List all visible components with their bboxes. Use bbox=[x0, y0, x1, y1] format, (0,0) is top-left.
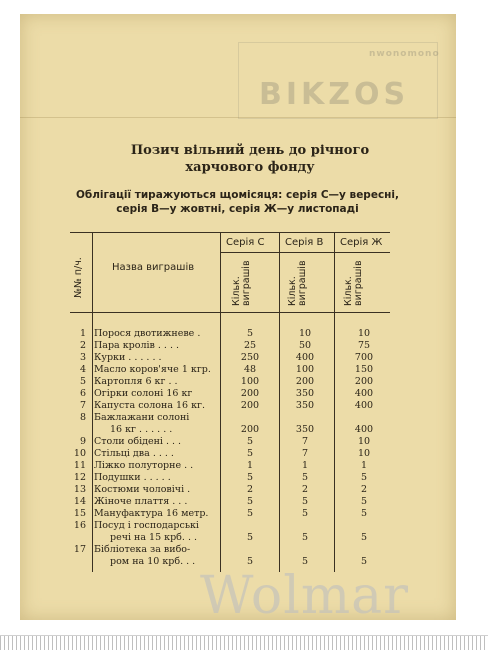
row-number: 3 bbox=[79, 352, 86, 363]
series-zh-value: 5 bbox=[360, 556, 368, 567]
series-b-value: 5 bbox=[301, 496, 309, 507]
row-number: 17 bbox=[73, 544, 86, 555]
series-b-value: 200 bbox=[295, 376, 315, 387]
bleed-text-big: BIKZOS bbox=[259, 77, 410, 112]
row-name: Картопля 6 кг . . bbox=[94, 376, 178, 387]
series-c-value: 200 bbox=[240, 400, 260, 411]
series-zh-header: Серія Ж bbox=[340, 237, 383, 248]
row-name: Масло коров'яче 1 кгр. bbox=[94, 364, 211, 375]
subtitle-line-1: Облігації тиражуються щомісяця: серія С—у вересні, bbox=[75, 189, 400, 201]
document-subtitle bbox=[70, 188, 405, 216]
row-name: Бажлажани солоні bbox=[94, 412, 190, 423]
row-name: Пара кролів . . . . bbox=[94, 340, 180, 351]
row-name: Мануфактура 16 метр. bbox=[94, 508, 209, 519]
series-b-value: 7 bbox=[301, 448, 309, 459]
series-zh-value: 2 bbox=[360, 484, 368, 495]
series-c-value: 5 bbox=[246, 448, 254, 459]
series-header-rule bbox=[220, 252, 390, 253]
row-name: Жіноче плаття . . . bbox=[94, 496, 188, 507]
series-c-value: 5 bbox=[246, 328, 254, 339]
series-c-value: 100 bbox=[240, 376, 260, 387]
row-name: Порося двотижневе . bbox=[94, 328, 201, 339]
row-number: 16 bbox=[73, 520, 86, 531]
watermark-logo: Wolmar bbox=[200, 566, 410, 626]
series-c-value: 25 bbox=[243, 340, 257, 351]
series-b-value: 350 bbox=[295, 400, 315, 411]
row-name-cont: речі на 15 крб. . . bbox=[110, 532, 198, 543]
bleed-text-small: nwonomono bbox=[369, 49, 440, 59]
series-b-value: 100 bbox=[295, 364, 315, 375]
row-name: Ліжко полуторне . . bbox=[94, 460, 194, 471]
series-zh-value: 5 bbox=[360, 472, 368, 483]
series-b-value: 5 bbox=[301, 472, 309, 483]
row-number: 13 bbox=[73, 484, 86, 495]
row-number: 1 bbox=[79, 328, 86, 339]
series-c-value: 2 bbox=[246, 484, 254, 495]
series-c-value: 5 bbox=[246, 532, 254, 543]
title-line-1: Позич вільний день до річного bbox=[130, 143, 370, 158]
series-b-value: 5 bbox=[301, 532, 309, 543]
series-c-value: 5 bbox=[246, 496, 254, 507]
series-c-col-rule bbox=[279, 232, 280, 572]
series-b-value: 350 bbox=[295, 388, 315, 399]
bleed-through-print bbox=[238, 42, 438, 119]
row-number: 9 bbox=[79, 436, 86, 447]
series-zh-value: 400 bbox=[354, 400, 374, 411]
row-number: 10 bbox=[73, 448, 86, 459]
row-number: 2 bbox=[79, 340, 86, 351]
document-title bbox=[100, 142, 400, 176]
row-name-cont: 16 кг . . . . . . bbox=[110, 424, 173, 435]
subtitle-line-2: серія В—у жовтні, серія Ж—у листопаді bbox=[116, 203, 359, 215]
series-zh-value: 400 bbox=[354, 388, 374, 399]
series-c-value: 5 bbox=[246, 508, 254, 519]
series-b-value: 7 bbox=[301, 436, 309, 447]
series-b-header: Серія В bbox=[285, 237, 324, 248]
row-number: 4 bbox=[79, 364, 86, 375]
series-zh-value: 400 bbox=[354, 424, 374, 435]
row-name: Стільці два . . . . bbox=[94, 448, 174, 459]
series-zh-value: 10 bbox=[357, 436, 371, 447]
series-c-header: Серія С bbox=[226, 237, 265, 248]
num-col-rule bbox=[92, 232, 93, 572]
row-name: Подушки . . . . . bbox=[94, 472, 171, 483]
series-zh-value: 75 bbox=[357, 340, 371, 351]
table-top-rule bbox=[70, 232, 390, 233]
name-col-rule bbox=[220, 232, 221, 572]
series-b-value: 400 bbox=[295, 352, 315, 363]
row-number: 15 bbox=[73, 508, 86, 519]
series-zh-value: 5 bbox=[360, 532, 368, 543]
series-zh-value: 5 bbox=[360, 508, 368, 519]
series-c-value: 5 bbox=[246, 472, 254, 483]
series-b-value: 1 bbox=[301, 460, 309, 471]
series-b-value: 5 bbox=[301, 556, 309, 567]
row-name: Капуста солона 16 кг. bbox=[94, 400, 206, 411]
row-name-cont: ром на 10 крб. . . bbox=[110, 556, 196, 567]
scale-ruler bbox=[0, 635, 488, 650]
series-c-value: 5 bbox=[246, 556, 254, 567]
row-name: Посуд і господарські bbox=[94, 520, 199, 531]
row-number: 14 bbox=[73, 496, 86, 507]
series-zh-value: 5 bbox=[360, 496, 368, 507]
series-b-value: 5 bbox=[301, 508, 309, 519]
title-line-2: харчового фонду bbox=[185, 160, 315, 175]
row-name: Бібліотека за вибо- bbox=[94, 544, 191, 555]
series-zh-value: 200 bbox=[354, 376, 374, 387]
series-zh-value: 150 bbox=[354, 364, 374, 375]
series-c-value: 5 bbox=[246, 436, 254, 447]
row-number: 7 bbox=[79, 400, 86, 411]
series-zh-value: 1 bbox=[360, 460, 368, 471]
series-b-value: 2 bbox=[301, 484, 309, 495]
series-zh-value: 10 bbox=[357, 328, 371, 339]
series-b-value: 350 bbox=[295, 424, 315, 435]
series-b-value: 50 bbox=[298, 340, 312, 351]
series-b-subheader: Кільк. виграшів bbox=[287, 260, 308, 306]
name-header: Назва виграшів bbox=[112, 262, 195, 273]
series-zh-value: 10 bbox=[357, 448, 371, 459]
num-header: №№ п/ч. bbox=[73, 257, 84, 298]
header-bottom-rule bbox=[70, 312, 390, 313]
row-name: Костюми чоловічі . bbox=[94, 484, 191, 495]
series-zh-value: 700 bbox=[354, 352, 374, 363]
series-c-subheader: Кільк. виграшів bbox=[231, 260, 252, 306]
row-number: 8 bbox=[79, 412, 86, 423]
row-name: Курки . . . . . . bbox=[94, 352, 162, 363]
series-c-value: 250 bbox=[240, 352, 260, 363]
series-zh-subheader: Кільк. виграшів bbox=[343, 260, 364, 306]
row-number: 6 bbox=[79, 388, 86, 399]
series-c-value: 200 bbox=[240, 388, 260, 399]
row-number: 12 bbox=[73, 472, 86, 483]
row-number: 11 bbox=[73, 460, 86, 471]
row-number: 5 bbox=[79, 376, 86, 387]
series-c-value: 1 bbox=[246, 460, 254, 471]
row-name: Столи обідені . . . bbox=[94, 436, 182, 447]
series-b-value: 10 bbox=[298, 328, 312, 339]
row-name: Огірки солоні 16 кг bbox=[94, 388, 193, 399]
series-b-col-rule bbox=[334, 232, 335, 572]
series-c-value: 48 bbox=[243, 364, 257, 375]
series-c-value: 200 bbox=[240, 424, 260, 435]
